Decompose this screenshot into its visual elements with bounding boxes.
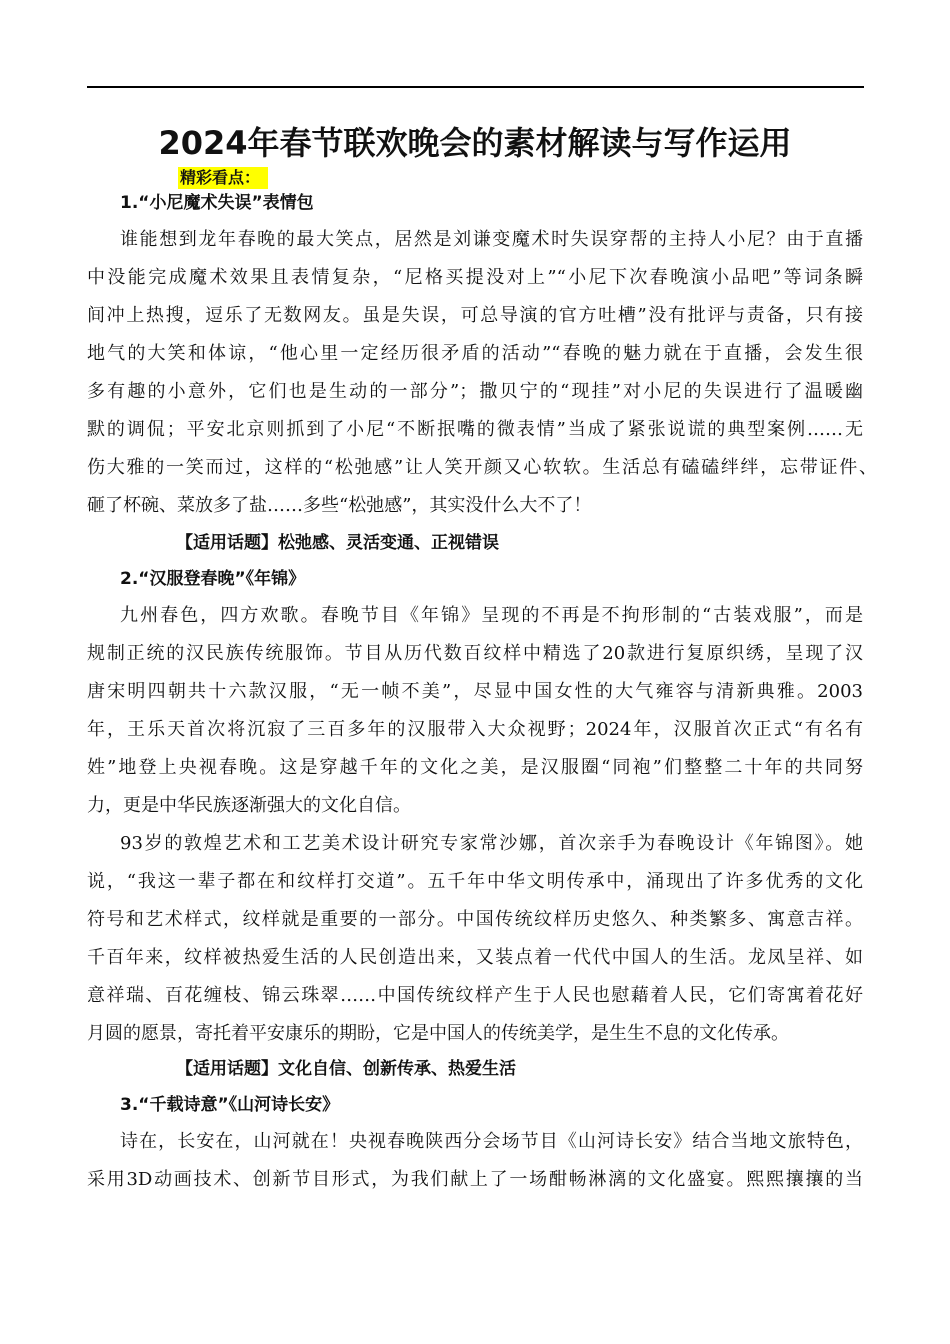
paragraph-line: 93岁的敦煌艺术和工艺美术设计研究专家常沙娜，首次亲手为春晚设计《年锦图》。她: [120, 833, 863, 854]
document-title: 2024年春节联欢晚会的素材解读与写作运用: [158, 124, 792, 162]
section-heading: 2.“汉服登春晚”《年锦》: [120, 569, 306, 589]
section-heading: 1.“小尼魔术失误”表情包: [120, 193, 314, 213]
header-rule: [87, 86, 864, 88]
paragraph-line: 月圆的愿景，寄托着平安康乐的期盼，它是中国人的传统美学，是生生不息的文化传承。: [87, 1023, 789, 1044]
paragraph-line: 唐宋明四朝共十六款汉服，“无一帧不美”，尽显中国女性的大气雍容与清新典雅。2003: [87, 681, 863, 702]
paragraph-line: 千百年来，纹样被热爱生活的人民创造出来，又装点着一代代中国人的生活。龙凤呈祥、如: [87, 947, 863, 968]
paragraph-line: 谁能想到龙年春晚的最大笑点，居然是刘谦变魔术时失误穿帮的主持人小尼？由于直播: [120, 229, 863, 250]
highlight-label: 精彩看点：: [178, 167, 268, 189]
paragraph-line: 砸了杯碗、菜放多了盐……多些“松弛感”，其实没什么大不了！: [87, 495, 592, 516]
paragraph-line: 采用3D动画技术、创新节目形式，为我们献上了一场酣畅淋漓的文化盛宴。熙熙攘攘的当: [87, 1169, 863, 1190]
paragraph-line: 年，王乐天首次将沉寂了三百多年的汉服带入大众视野；2024年，汉服首次正式“有名有: [87, 719, 863, 740]
paragraph-line: 意祥瑞、百花缠枝、锦云珠翠……中国传统纹样产生于人民也慰藉着人民，它们寄寓着花好: [87, 985, 863, 1006]
paragraph-line: 地气的大笑和体谅，“他心里一定经历很矛盾的活动”“春晚的魅力就在于直播，会发生很: [87, 343, 863, 364]
paragraph-line: 力，更是中华民族逐渐强大的文化自信。: [87, 795, 411, 816]
applicable-topics: 【适用话题】松弛感、灵活变通、正视错误: [176, 533, 499, 553]
paragraph-line: 伤大雅的一笑而过，这样的“松弛感”让人笑开颜又心软软。生活总有磕磕绊绊，忘带证件、: [87, 457, 877, 478]
paragraph-line: 姓”地登上央视春晚。这是穿越千年的文化之美，是汉服圈“同袍”们整整二十年的共同努: [87, 757, 863, 778]
section-heading: 3.“千载诗意”《山河诗长安》: [120, 1095, 340, 1115]
applicable-topics: 【适用话题】文化自信、创新传承、热爱生活: [176, 1059, 516, 1079]
paragraph-line: 间冲上热搜，逗乐了无数网友。虽是失误，可总导演的官方吐槽”没有批评与责备，只有接: [87, 305, 863, 326]
paragraph-line: 九州春色，四方欢歌。春晚节目《年锦》呈现的不再是不拘形制的“古装戏服”，而是: [120, 605, 863, 626]
paragraph-line: 默的调侃；平安北京则抓到了小尼“不断抿嘴的微表情”当成了紧张说谎的典型案例……无: [87, 419, 863, 440]
paragraph-line: 规制正统的汉民族传统服饰。节目从历代数百纹样中精选了20款进行复原织绣，呈现了汉: [87, 643, 863, 664]
paragraph-line: 说，“我这一辈子都在和纹样打交道”。五千年中华文明传承中，涌现出了许多优秀的文化: [87, 871, 863, 892]
paragraph-line: 多有趣的小意外，它们也是生动的一部分”；撒贝宁的“现挂”对小尼的失误进行了温暖幽: [87, 381, 863, 402]
paragraph-line: 诗在，长安在，山河就在！央视春晚陕西分会场节目《山河诗长安》结合当地文旅特色，: [120, 1131, 863, 1152]
paragraph-line: 符号和艺术样式，纹样就是重要的一部分。中国传统纹样历史悠久、种类繁多、寓意吉祥。: [87, 909, 863, 930]
paragraph-line: 中没能完成魔术效果且表情复杂，“尼格买提没对上”“小尼下次春晚演小品吧”等词条瞬: [87, 267, 863, 288]
